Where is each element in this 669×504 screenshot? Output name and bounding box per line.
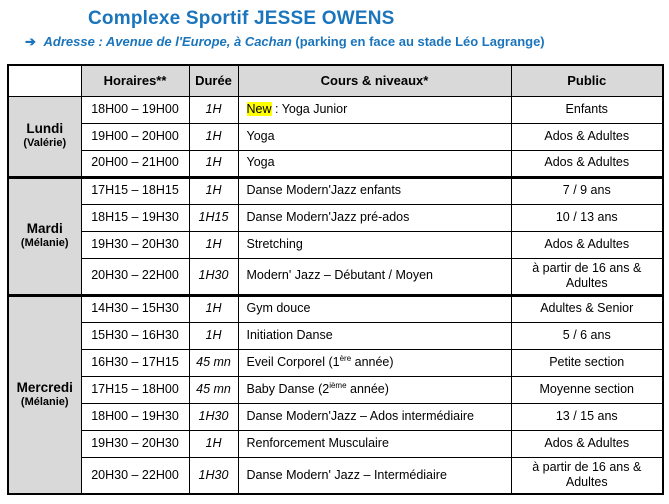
audience-cell: Ados & Adultes [511,123,663,150]
table-row [8,295,663,322]
course-cell: Yoga [238,123,511,150]
course-cell: Danse Modern'Jazz pré-ados [238,204,511,231]
time-cell: 16H30 – 17H15 [81,349,189,376]
course-label-suffix: année) [351,354,394,369]
duration-cell: 1H [189,322,238,349]
time-cell: 18H15 – 19H30 [81,204,189,231]
duration-cell: 45 mn [189,349,238,376]
course-cell: Gym douce [238,295,511,322]
duration-cell: 1H [189,96,238,123]
course-label: Eveil Corporel (1 [246,354,340,369]
course-cell [238,376,511,403]
course-label-suffix: année) [346,381,389,396]
day-cell-mercredi [8,295,81,494]
duration-cell: 1H [189,177,238,204]
audience-cell: 10 / 13 ans [511,204,663,231]
column-header-horaires: Horaires** [81,65,189,96]
duration-cell: 1H [189,150,238,177]
time-cell: 19H30 – 20H30 [81,231,189,258]
duration-cell: 1H15 [189,204,238,231]
corner-cell [8,65,81,96]
duration-cell: 1H [189,123,238,150]
day-cell-mardi [8,177,81,295]
new-highlight: New [246,101,272,116]
arrow-icon: ➔ [25,34,36,49]
time-cell: 14H30 – 15H30 [81,295,189,322]
table-row [8,376,663,403]
time-cell: 18H00 – 19H00 [81,96,189,123]
duration-cell: 1H30 [189,258,238,295]
column-header-cours: Cours & niveaux* [238,65,511,96]
table-row [8,96,663,123]
day-label: Mardi [26,221,63,237]
teacher-label: (Mélanie) [20,237,69,250]
duration-cell: 1H [189,295,238,322]
teacher-label: (Mélanie) [20,395,69,408]
schedule-table [7,64,664,495]
audience-cell: 7 / 9 ans [511,177,663,204]
course-cell: Yoga [238,150,511,177]
audience-cell: Moyenne section [511,376,663,403]
audience-cell: Ados & Adultes [511,150,663,177]
time-cell: 19H30 – 20H30 [81,430,189,457]
day-label: Lundi [26,121,64,137]
time-cell: 15H30 – 16H30 [81,322,189,349]
audience-cell: Petite section [511,349,663,376]
course-cell [238,349,511,376]
time-cell: 20H30 – 22H00 [81,457,189,494]
table-row [8,204,663,231]
time-cell: 17H15 – 18H15 [81,177,189,204]
address-line [25,34,669,50]
table-row [8,177,663,204]
time-cell: 19H00 – 20H00 [81,123,189,150]
audience-cell: Ados & Adultes [511,430,663,457]
time-cell: 18H00 – 19H30 [81,403,189,430]
audience-cell: 13 / 15 ans [511,403,663,430]
duration-cell: 1H30 [189,403,238,430]
day-label: Mercredi [16,380,73,396]
audience-cell: Adultes & Senior [511,295,663,322]
duration-cell: 1H [189,430,238,457]
table-row [8,430,663,457]
course-cell [238,96,511,123]
audience-cell: Ados & Adultes [511,231,663,258]
audience-cell: à partir de 16 ans & Adultes [511,258,663,295]
course-cell: Modern' Jazz – Débutant / Moyen [238,258,511,295]
course-cell: Stretching [238,231,511,258]
course-cell: Danse Modern'Jazz – Ados intermédiaire [238,403,511,430]
ordinal-superscript: ième [329,380,347,390]
teacher-label: (Valérie) [23,137,67,150]
column-header-public: Public [511,65,663,96]
address-text: Adresse : Avenue de l'Europe, à Cachan [43,34,292,49]
course-cell: Renforcement Musculaire [238,430,511,457]
duration-cell: 45 mn [189,376,238,403]
document-header [0,0,669,50]
time-cell: 20H30 – 22H00 [81,258,189,295]
time-cell: 17H15 – 18H00 [81,376,189,403]
duration-cell: 1H [189,231,238,258]
address-parking-note: (parking en face au stade Léo Lagrange) [295,34,545,49]
page-title: Complexe Sportif JESSE OWENS [88,8,395,29]
table-row [8,258,663,295]
course-cell: Danse Modern'Jazz enfants [238,177,511,204]
course-cell: Danse Modern' Jazz – Intermédiaire [238,457,511,494]
time-cell: 20H00 – 21H00 [81,150,189,177]
table-row [8,349,663,376]
column-header-duree: Durée [189,65,238,96]
table-row [8,457,663,494]
audience-cell: 5 / 6 ans [511,322,663,349]
table-row [8,123,663,150]
table-row [8,403,663,430]
table-row [8,150,663,177]
duration-cell: 1H30 [189,457,238,494]
table-row [8,322,663,349]
course-label: Baby Danse (2 [246,381,330,396]
course-cell: Initiation Danse [238,322,511,349]
audience-cell: Enfants [511,96,663,123]
table-row [8,231,663,258]
day-cell-lundi [8,96,81,177]
ordinal-superscript: ère [339,353,352,363]
audience-cell: à partir de 16 ans & Adultes [511,457,663,494]
header-row [8,65,663,96]
course-label: : Yoga Junior [271,101,348,116]
